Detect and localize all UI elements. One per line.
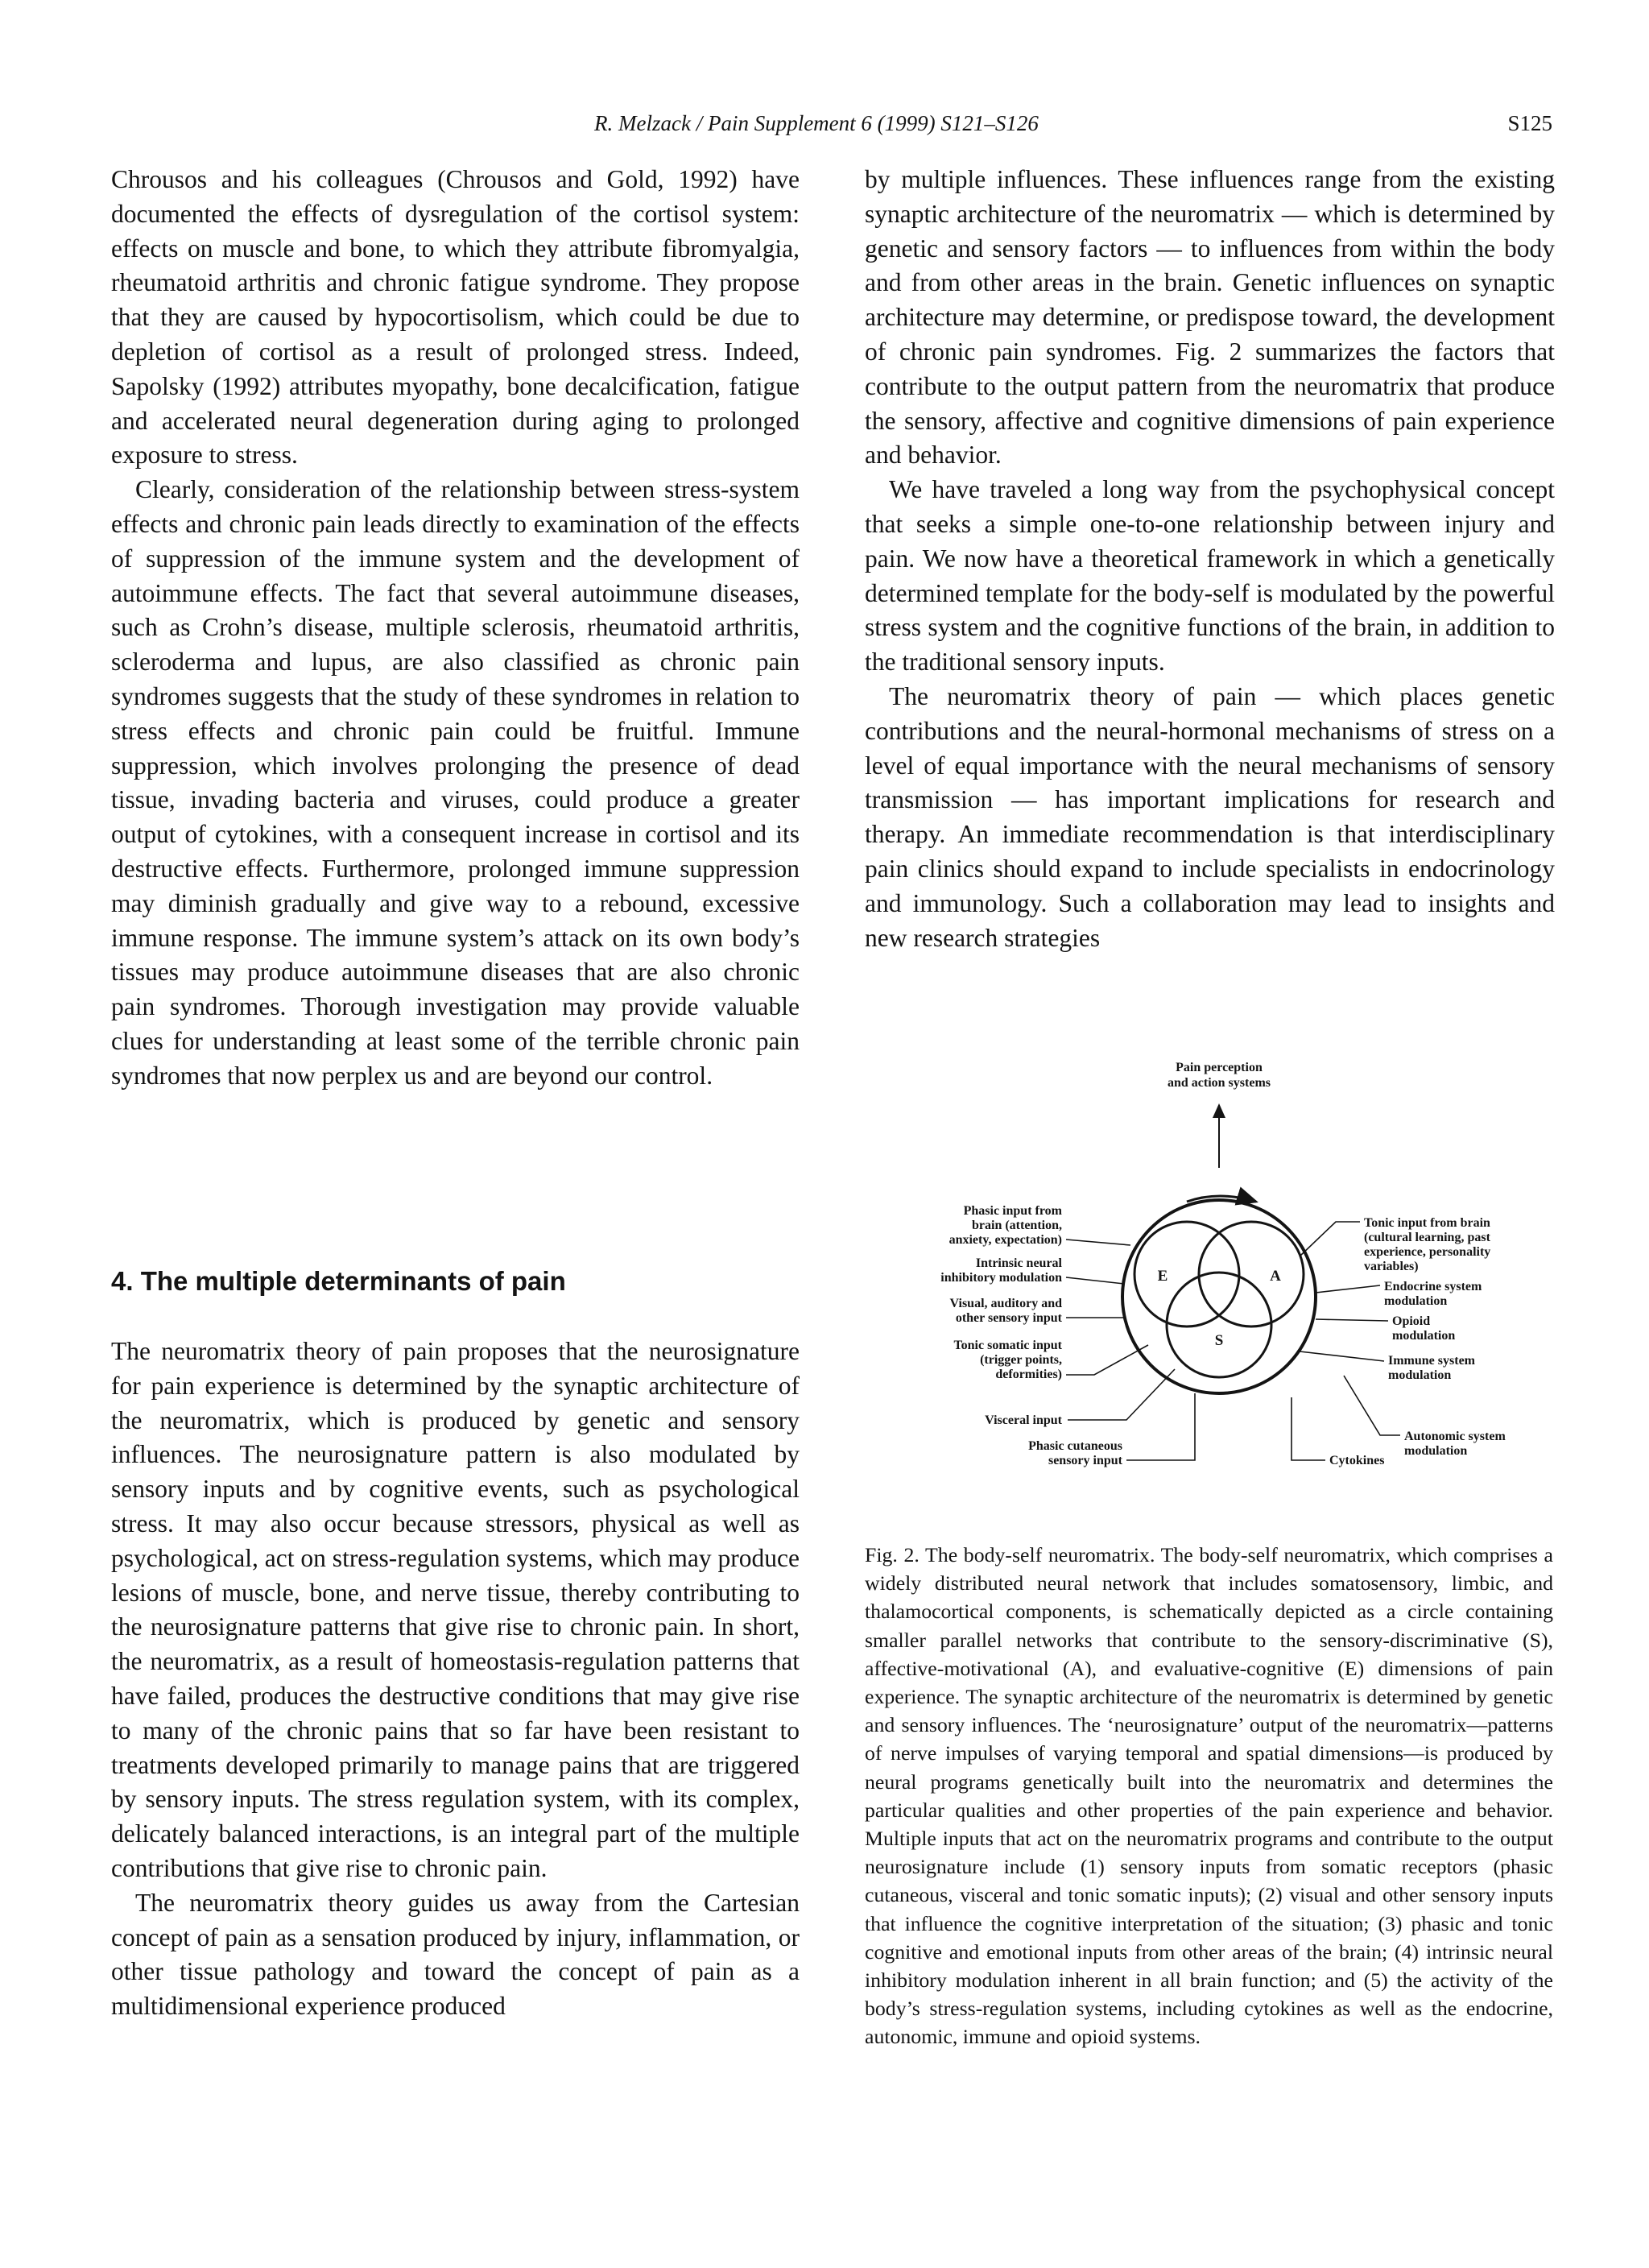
input-label: variables) xyxy=(1364,1260,1419,1273)
circle-evaluative xyxy=(1134,1222,1239,1326)
connector-line xyxy=(1068,1369,1175,1420)
input-label: Visual, auditory and xyxy=(949,1297,1062,1310)
paragraph: The neuromatrix theory of pain proposes that the neurosignature for pain experience is determined by the synaptic architecture of the neuromatrix, which is produced by genetic and sensory influences. The neurosignature pattern is also modulated by sensory inputs and by cognitive events, such as psychological stress. It may also occur because stressors, physical as well as psychological, act on stress-regulation systems, which may produce lesions of muscle, bone, and nerve tissue, thereby contributing to the neurosignature patterns that give rise to chronic pain. In short, the neuromatrix, as a result of homeostasis-regulation patterns that have failed, produces the destructive conditions that may give rise to many of the chronic pains that so far have been resistant to treatments developed primarily to manage pains that are triggered by sensory inputs. The stress regulation system, with its complex, delicately balanced interactions, is an integral part of the multiple contributions that give rise to chronic pain. xyxy=(111,1337,800,1882)
figure-caption xyxy=(865,1541,1553,2051)
journal-citation: R. Melzack / Pain Supplement 6 (1999) S121–S126 xyxy=(594,111,1039,135)
page-number: S125 xyxy=(1507,111,1552,135)
input-label: Cytokines xyxy=(1329,1454,1385,1467)
input-label: modulation xyxy=(1404,1444,1468,1458)
neuromatrix-circle xyxy=(1122,1200,1316,1393)
input-label: Tonic somatic input xyxy=(953,1339,1062,1352)
input-label: Tonic input from brain xyxy=(1364,1216,1490,1230)
input-label: modulation xyxy=(1384,1294,1448,1308)
input-label: other sensory input xyxy=(955,1311,1062,1325)
input-label: (trigger points, xyxy=(980,1353,1062,1367)
input-label: modulation xyxy=(1392,1329,1456,1343)
paragraph: Chrousos and his colleagues (Chrousos and Gold, 1992) have documented the effects of dysregulation of the cortisol system: effects on muscle and bone, to which they attribute fibromyalgia, rheumatoid arthritis and chronic fatigue syndrome. They propose that they are caused by hypocortisolism, which could be due to depletion of cortisol as a result of prolonged stress. Indeed, Sapolsky (1992) attributes myopathy, bone decalcification, fatigue and accelerated neural degeneration during aging to prolonged exposure to stress. xyxy=(111,165,800,470)
connector-line xyxy=(1316,1285,1380,1293)
connector-line xyxy=(1300,1351,1384,1361)
input-label: deformities) xyxy=(995,1368,1062,1381)
connector-line xyxy=(1300,1222,1360,1256)
connector-line xyxy=(1126,1393,1195,1460)
circle-label-E: E xyxy=(1157,1268,1168,1285)
connector-line xyxy=(1066,1277,1124,1284)
input-label: experience, personality xyxy=(1364,1245,1491,1259)
input-label: anxiety, expectation) xyxy=(948,1233,1062,1247)
paragraph: by multiple influences. These influences range from the existing synaptic architecture of the neuromatrix — which is determined by genetic and sensory factors — to influences from within the body and from other areas in the brain. Genetic influences on synaptic architecture may determine, or predispose toward, the development of chronic pain syndromes. Fig. 2 summarizes the factors that contribute to the output pattern from the neuromatrix that produce the sensory, affective and cognitive dimensions of pain experience and behavior. xyxy=(865,165,1555,470)
neuromatrix-diagram xyxy=(865,1055,1555,1522)
connector-line xyxy=(1316,1319,1388,1321)
input-label: inhibitory modulation xyxy=(940,1271,1062,1285)
circle-affective xyxy=(1199,1222,1304,1326)
input-label: sensory input xyxy=(1048,1454,1122,1467)
connector-line xyxy=(1066,1345,1148,1375)
paragraph: We have traveled a long way from the psychophysical concept that seeks a simple one-to-one relationship between injury and pain. We now have a theoretical framework in which a genetically determined template for the body-self is modulated by the powerful stress system and the cognitive functions of the brain, in addition to the traditional sensory inputs. xyxy=(865,475,1555,677)
paragraph: Clearly, consideration of the relationship between stress-system effects and chronic pain leads directly to examination of the effects of suppression of the immune system and the development of autoimmune effects. The fact that several autoimmune diseases, such as Crohn’s disease, multiple sclerosis, rheumatoid arthritis, scleroderma and lupus, are also classified as chronic pain syndromes suggests that the study of these syndromes in relation to stress effects and chronic pain could be fruitful. Immune suppression, which involves prolonging the presence of dead tissue, invading bacteria and viruses, could produce a greater output of cytokines, with a consequent increase in cortisol and its destructive effects. Furthermore, prolonged immune suppression may diminish gradually and give way to a rebound, excessive immune response. The immune system’s attack on its own body’s tissues may produce autoimmune diseases that are also chronic pain syndromes. Thorough investigation may provide valuable clues for understanding at least some of the terrible chronic pain syndromes that now perplex us and are beyond our control. xyxy=(111,475,800,1090)
running-head xyxy=(0,111,1649,143)
input-label: modulation xyxy=(1388,1368,1452,1382)
connector-line xyxy=(1066,1240,1130,1245)
output-label: Pain perception xyxy=(1176,1061,1263,1074)
output-label: and action systems xyxy=(1167,1076,1271,1090)
input-label: brain (attention, xyxy=(972,1219,1062,1232)
caption-text: Fig. 2. The body-self neuromatrix. The body-self neuromatrix, which comprises a widely distributed neural network that includes somatosensory, limbic, and thalamocortical components, is schematically depicted as a circle containing smaller parallel networks that contribute to the sensory-discriminative (S), affective-motivational (A), and evaluative-cognitive (E) dimensions of pain experience. The synaptic architecture of the neuromatrix is determined by genetic and sensory influences. The ‘neurosignature’ output of the neuromatrix—patterns of nerve impulses of varying temporal and spatial dimensions—is produced by neural programs genetically built into the neuromatrix and determines the particular qualities and other properties of the pain experience and behavior. Multiple inputs that act on the neuromatrix programs and contribute to the output neurosignature include (1) sensory inputs from somatic receptors (phasic cutaneous, visceral and tonic somatic inputs); (2) visual and other sensory inputs that influence the cognitive interpretation of the situation; (3) phasic and tonic cognitive and emotional inputs from other areas of the brain; (4) intrinsic neural inhibitory modulation inherent in all brain function; and (5) the activity of the body’s stress-regulation systems, including cytokines as well as the endocrine, autonomic, immune and opioid systems. xyxy=(865,1543,1553,2049)
circle-label-S: S xyxy=(1214,1332,1224,1349)
left-column-bottom xyxy=(111,1335,800,2024)
input-label: Autonomic system xyxy=(1404,1430,1506,1443)
input-label: Intrinsic neural xyxy=(975,1256,1062,1270)
figure-body-self-neuromatrix xyxy=(865,1055,1555,1522)
input-label: Visceral input xyxy=(985,1413,1062,1427)
paragraph: The neuromatrix theory of pain — which places genetic contributions and the neural-hormonal mechanisms of stress on a level of equal importance with the neural mechanisms of sensory transmission — has important implications for research and therapy. An immediate recommendation is that interdisciplinary pain clinics should expand to include specialists in endocrinology and immunology. Such a collaboration may lead to insights and new research strategies xyxy=(865,681,1555,952)
paragraph: The neuromatrix theory guides us away from the Cartesian concept of pain as a sensation produced by injury, inflammation, or other tissue pathology and toward the concept of pain as a multidimensional experience produced xyxy=(111,1888,800,2021)
input-label: (cultural learning, past xyxy=(1364,1231,1490,1244)
input-label: Endocrine system xyxy=(1384,1280,1482,1293)
input-label: Phasic cutaneous xyxy=(1028,1439,1122,1453)
connector-line xyxy=(1344,1376,1400,1435)
input-label: Immune system xyxy=(1388,1354,1475,1368)
left-column-top xyxy=(111,163,800,1094)
circle-label-A: A xyxy=(1270,1268,1281,1285)
circle-sensory xyxy=(1167,1273,1271,1377)
connector-line xyxy=(1292,1397,1325,1460)
input-label: Opioid xyxy=(1392,1314,1431,1328)
right-column xyxy=(865,163,1555,955)
input-label: Phasic input from xyxy=(963,1204,1062,1218)
section-heading: 4. The multiple determinants of pain xyxy=(111,1266,566,1296)
